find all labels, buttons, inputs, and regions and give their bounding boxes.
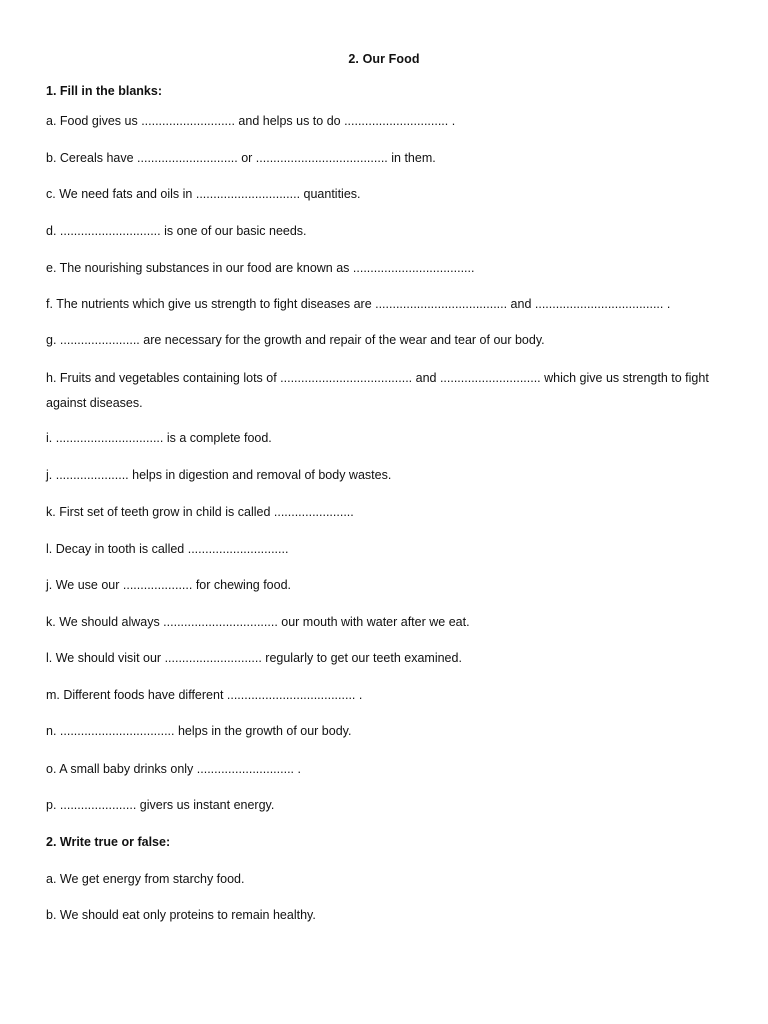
question-c: c. We need fats and oils in .............................. quantities. — [46, 187, 361, 201]
question-d: d. ............................. is one of our basic needs. — [46, 224, 307, 238]
page-title: 2. Our Food — [348, 52, 420, 66]
tf-question-a: a. We get energy from starchy food. — [46, 872, 245, 886]
question-e: e. The nourishing substances in our food are known as ................................... — [46, 261, 475, 275]
question-l2: l. We should visit our ............................ regularly to get our teeth examined. — [46, 651, 462, 665]
question-l: l. Decay in tooth is called ............................. — [46, 542, 289, 556]
question-m: m. Different foods have different ..................................... . — [46, 688, 363, 702]
question-b: b. Cereals have ............................. or ...................................... in them. — [46, 151, 436, 165]
question-a: a. Food gives us ........................... and helps us to do .............................. . — [46, 114, 456, 128]
question-j: j. ..................... helps in digestion and removal of body wastes. — [46, 468, 392, 482]
question-n: n. ................................. helps in the growth of our body. — [46, 724, 352, 738]
question-f: f. The nutrients which give us strength to fight diseases are ...................................... and ..................................... . — [46, 297, 671, 311]
question-o: o. A small baby drinks only ............................ . — [46, 762, 301, 776]
question-p: p. ...................... givers us instant energy. — [46, 798, 275, 812]
tf-question-b: b. We should eat only proteins to remain healthy. — [46, 908, 316, 922]
question-k2: k. We should always ................................. our mouth with water after we eat. — [46, 615, 470, 629]
section1-heading: 1. Fill in the blanks: — [46, 84, 162, 98]
section2-heading: 2. Write true or false: — [46, 835, 171, 849]
question-h: h. Fruits and vegetables containing lots of ...................................... and ............................. which give us strength to fight against diseases. — [46, 371, 709, 410]
question-k: k. First set of teeth grow in child is called ....................... — [46, 505, 354, 519]
question-j2: j. We use our .................... for chewing food. — [46, 578, 292, 592]
question-g: g. ....................... are necessary for the growth and repair of the wear and tear of our body. — [46, 333, 545, 347]
question-i: i. ............................... is a complete food. — [46, 431, 272, 445]
